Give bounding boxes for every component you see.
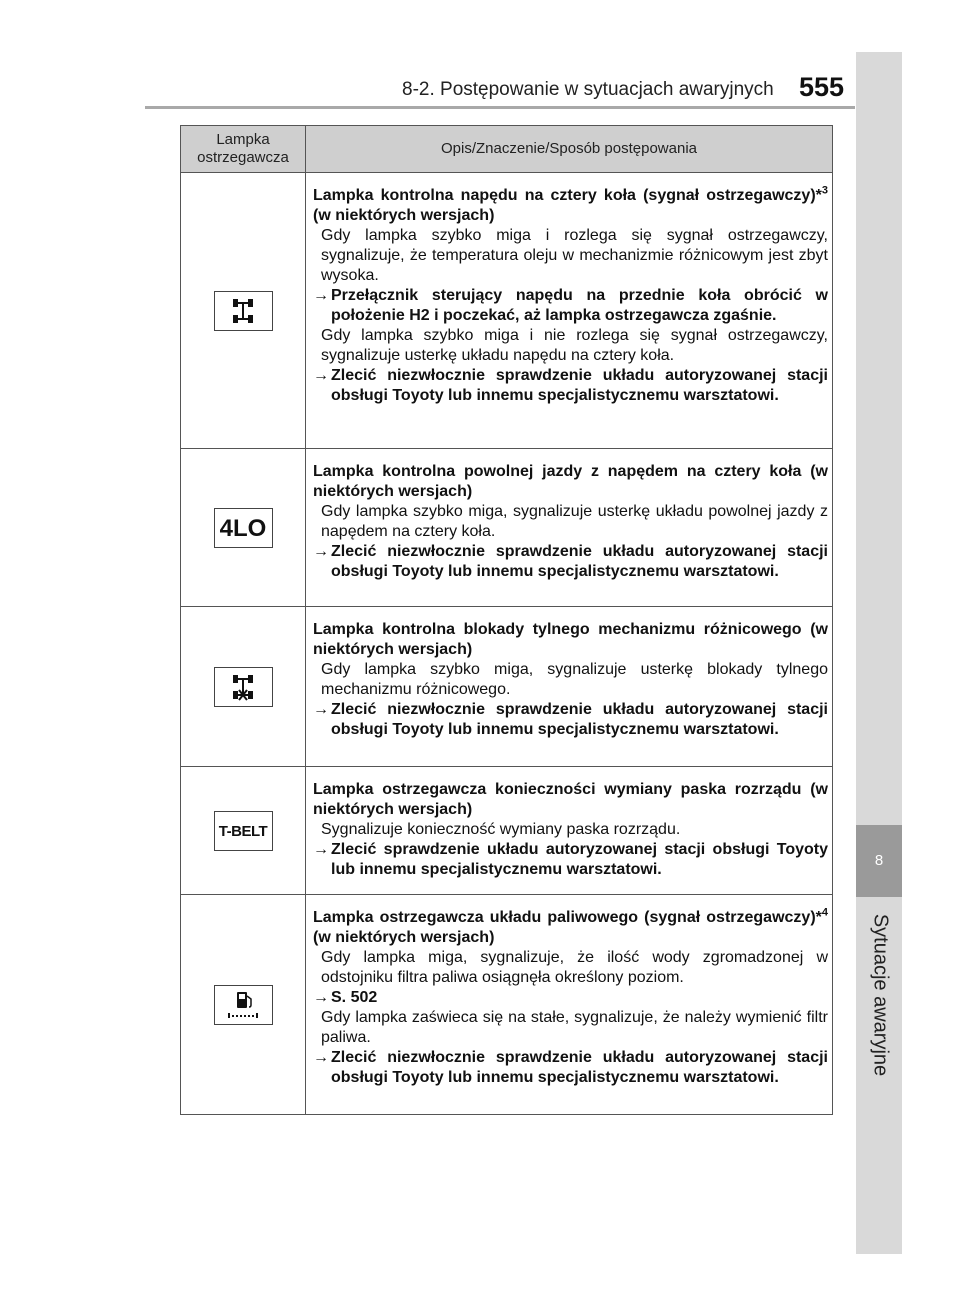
fuel-filter-icon xyxy=(214,985,273,1025)
lamp-action: → Zlecić niezwłocznie sprawdzenie układu autoryzowanej stacji obsługi Toyoty lub innemu specjalistycznemu warsztatowi. xyxy=(313,1049,828,1086)
arrow-icon: → xyxy=(313,1049,329,1066)
page-reference-link[interactable]: S. 502 xyxy=(331,989,378,1006)
header-title: 8-2. Postępowanie w sytuacjach awaryjnych xyxy=(402,79,774,100)
lamp-description: Sygnalizuje konieczność wymiany paska rozrządu. xyxy=(321,821,681,838)
table-row xyxy=(181,895,833,1115)
table-row xyxy=(181,173,833,449)
chapter-number: 8 xyxy=(874,852,884,869)
arrow-icon: → xyxy=(313,287,329,304)
lamp-title: Lampka ostrzegawcza konieczności wymiany paska rozrządu (w niektórych wersjach) xyxy=(313,781,828,818)
arrow-icon: → xyxy=(313,841,329,858)
lamp-title: Lampka kontrolna napędu na cztery koła (sygnał ostrzegawczy)*$^3$ (w niektórych wersjach) xyxy=(313,184,828,224)
lamp-description-cell xyxy=(306,895,833,1115)
lamp-description: Gdy lampka zaświeca się na stałe, sygnalizuje, że należy wymienić filtr paliwa. xyxy=(321,1009,828,1046)
4wd-indicator-icon xyxy=(214,291,273,331)
lamp-description: Gdy lampka szybko miga i nie rozlega się sygnał ostrzegawczy, sygnalizuje usterkę układu napędu na cztery koła. xyxy=(321,327,828,364)
lamp-icon-cell xyxy=(181,449,306,607)
warning-lamps-table xyxy=(180,125,833,1115)
header-divider xyxy=(145,106,855,109)
lamp-description-cell xyxy=(306,173,833,449)
lamp-description: Gdy lampka szybko miga, sygnalizuje usterkę blokady tylnego mechanizmu różnicowego. xyxy=(321,661,828,698)
lamp-title: Lampka kontrolna powolnej jazdy z napędem na cztery koła (w niektórych wersjach) xyxy=(313,463,828,500)
timing-belt-icon: T-BELT xyxy=(214,811,273,851)
table-header-row xyxy=(181,126,833,173)
arrow-icon: → xyxy=(313,989,329,1006)
lamp-title: Lampka kontrolna blokady tylnego mechanizmu różnicowego (w niektórych wersjach) xyxy=(313,621,828,658)
column-header-lamp: Lampka ostrzegawcza xyxy=(181,126,306,173)
4lo-indicator-icon: 4LO xyxy=(214,508,273,548)
lamp-action: → Zlecić niezwłocznie sprawdzenie układu autoryzowanej stacji obsługi Toyoty lub innemu specjalistycznemu warsztatowi. xyxy=(313,543,828,580)
table-row xyxy=(181,449,833,607)
lamp-action: → Przełącznik sterujący napędu na przednie koła obrócić w położenie H2 i poczekać, aż lampka ostrzegawcza zgaśnie. xyxy=(313,287,828,324)
arrow-icon: → xyxy=(313,543,329,560)
column-header-description: Opis/Znaczenie/Sposób postępowania xyxy=(306,126,833,173)
lamp-description: Gdy lampka szybko miga, sygnalizuje usterkę układu powolnej jazdy z napędem na cztery koła. xyxy=(321,503,828,540)
lamp-action: → Zlecić niezwłocznie sprawdzenie układu autoryzowanej stacji obsługi Toyoty lub innemu specjalistycznemu warsztatowi. xyxy=(313,701,828,738)
page-number: 555 xyxy=(799,72,845,102)
lamp-description-cell xyxy=(306,449,833,607)
lamp-icon-cell xyxy=(181,895,306,1115)
arrow-icon: → xyxy=(313,701,329,718)
lamp-description: Gdy lampka miga, sygnalizuje, że ilość wody zgromadzonej w odstojniku filtra paliwa osiągnęła określony poziom. xyxy=(321,949,828,986)
lamp-description-cell xyxy=(306,767,833,895)
chapter-title: Sytuacje awaryjne xyxy=(869,913,892,1077)
lamp-action: → Zlecić niezwłocznie sprawdzenie układu autoryzowanej stacji obsługi Toyoty lub innemu specjalistycznemu warsztatowi. xyxy=(313,367,828,404)
lamp-description-cell xyxy=(306,607,833,767)
arrow-icon: → xyxy=(313,367,329,384)
lamp-title: Lampka ostrzegawcza układu paliwowego (sygnał ostrzegawczy)*$^4$ (w niektórych wersjach) xyxy=(313,906,828,946)
rear-diff-lock-icon xyxy=(214,667,273,707)
lamp-icon-cell xyxy=(181,173,306,449)
lamp-action: → Zlecić sprawdzenie układu autoryzowanej stacji obsługi Toyoty lub innemu specjalistycznemu warsztatowi. xyxy=(313,841,828,878)
lamp-icon-cell xyxy=(181,767,306,895)
table-row xyxy=(181,607,833,767)
lamp-icon-cell xyxy=(181,607,306,767)
table-row xyxy=(181,767,833,895)
lamp-description: Gdy lampka szybko miga i rozlega się sygnał ostrzegawczy, sygnalizuje, że temperatura oleju w mechanizmie różnicowym jest zbyt wysoka. xyxy=(321,227,828,284)
lamp-action xyxy=(313,988,828,1008)
